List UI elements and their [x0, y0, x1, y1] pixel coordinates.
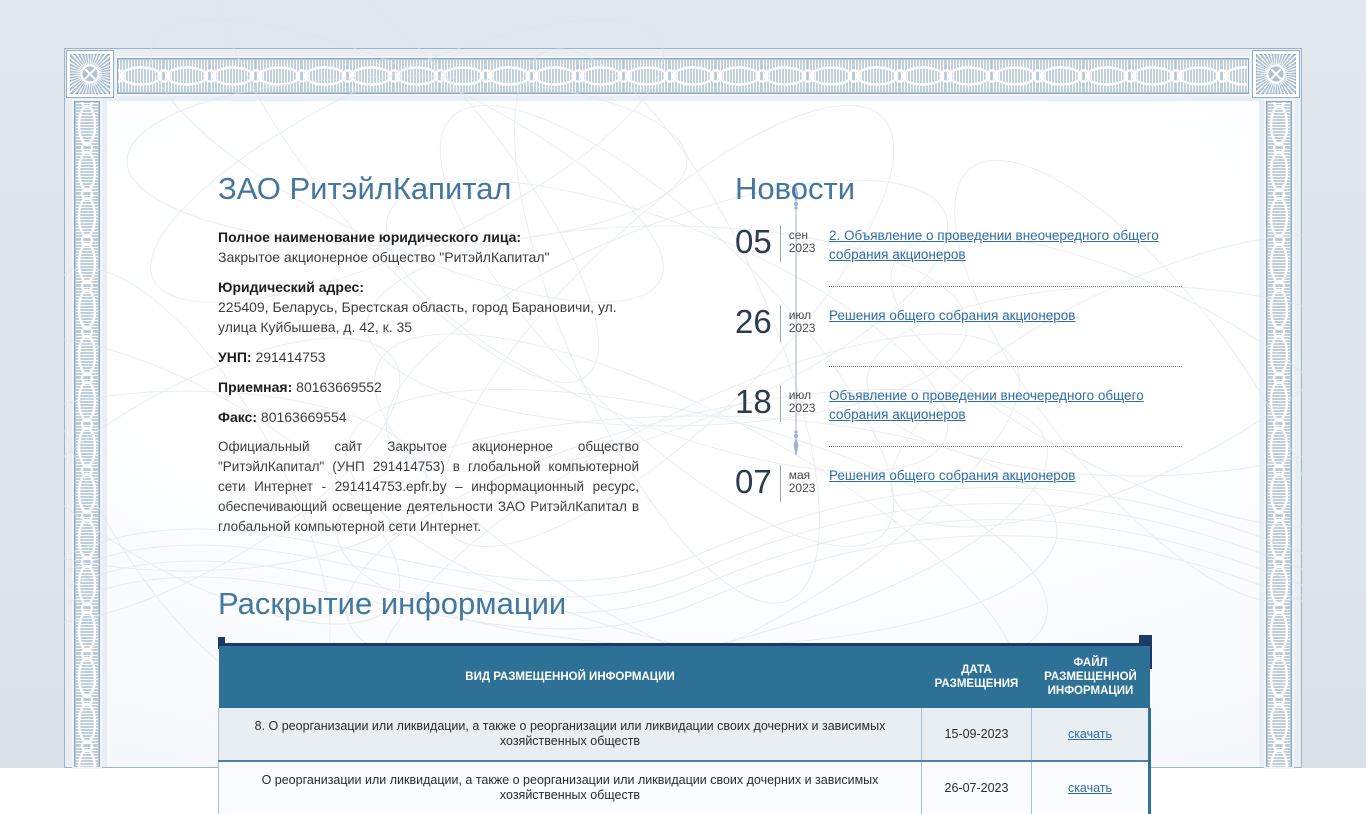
column-header-file: ФАЙЛ РАЗМЕЩЕННОЙ ИНФОРМАЦИИ: [1032, 645, 1150, 709]
guilloche-corner-icon: [67, 51, 113, 97]
company-field-reception: [218, 377, 639, 397]
field-label: УНП:: [218, 349, 252, 365]
column-header-date: ДАТА РАЗМЕЩЕНИЯ: [922, 645, 1032, 709]
news-link[interactable]: Решения общего собрания акционеров: [829, 308, 1076, 323]
page-title: ЗАО РитэйлКапитал: [218, 171, 512, 206]
top-columns: [218, 171, 1159, 586]
table-row: [219, 761, 1150, 814]
content-area: [107, 101, 1259, 814]
news-date: [735, 225, 829, 271]
news-separator: [829, 446, 1182, 447]
company-description: Официальный сайт Закрытое акционерное общество "РитэйлКапитал" (УНП 291414753) в глобальной компьютерной сети Интернет - 291414753.epfr.by – информационный ресурс, обеспечивающий освещение деятельности ЗАО РитэйлКапитал в глобальной компьютерной сети Интернет.: [218, 439, 639, 534]
disclosure-table: [218, 643, 1149, 814]
cell-info-type: 8. О реорганизации или ликвидации, а также о реорганизации или ликвидации своих дочерних и зависимых хозяйственных обществ: [219, 708, 922, 761]
news-separator: [829, 286, 1182, 287]
news-title: Новости: [735, 171, 856, 206]
download-link[interactable]: скачать: [1067, 780, 1113, 795]
guilloche-band-right: [1266, 101, 1292, 767]
guilloche-band-left: [74, 101, 100, 767]
news-item: [735, 385, 1182, 431]
news-year: 2023: [788, 481, 816, 495]
certificate-inner: [107, 101, 1259, 802]
news-year: 2023: [788, 401, 816, 415]
news-month: июл: [788, 308, 812, 322]
guilloche-corner-icon: [1253, 51, 1299, 97]
disclosure-section: [218, 586, 1147, 814]
company-field-fax: [218, 407, 639, 427]
news-date: [735, 305, 829, 351]
news-date-monthyear: [781, 385, 816, 431]
table-header-row: [219, 645, 1150, 709]
news-month: июл: [788, 388, 812, 402]
field-value: 291414753: [255, 349, 326, 365]
news-date-day: 26: [735, 305, 781, 342]
news-item: [735, 225, 1182, 271]
download-link[interactable]: скачать: [1067, 726, 1113, 741]
news-year: 2023: [788, 241, 816, 255]
news-date-monthyear: [781, 465, 816, 511]
cell-date: 26-07-2023: [922, 761, 1032, 814]
field-value: 80163669552: [296, 379, 382, 395]
news-date-monthyear: [781, 225, 816, 271]
company-field-address: [218, 277, 639, 337]
news-date: [735, 465, 829, 511]
guilloche-band-top: [117, 58, 1249, 94]
cell-info-type: О реорганизации или ликвидации, а также о реорганизации или ликвидации своих дочерних и зависимых хозяйственных обществ: [219, 761, 922, 814]
news-month: сен: [788, 228, 809, 242]
table-row: [219, 708, 1150, 761]
news-item: [735, 465, 1182, 511]
news-link[interactable]: 2. Объявление о проведении внеочередного общего собрания акционеров: [829, 228, 1159, 262]
field-value: Закрытое акционерное общество "РитэйлКапитал": [218, 249, 550, 265]
news-date-day: 07: [735, 465, 781, 502]
news-separator: [829, 366, 1182, 367]
field-label: Юридический адрес:: [218, 279, 364, 295]
news-month: мая: [788, 468, 811, 482]
field-value: 80163669554: [260, 409, 347, 425]
news-date-day: 18: [735, 385, 781, 422]
field-label: Факс:: [218, 409, 258, 425]
company-field-fullname: [218, 227, 639, 267]
news-section: [735, 171, 1182, 511]
company-field-unp: [218, 347, 639, 367]
news-date: [735, 385, 829, 431]
news-link[interactable]: Объявление о проведении внеочередного общего собрания акционеров: [829, 388, 1144, 422]
field-label: Приемная:: [218, 379, 293, 395]
news-link[interactable]: Решения общего собрания акционеров: [829, 468, 1076, 483]
certificate-frame: [64, 48, 1302, 802]
company-info-section: [218, 171, 639, 537]
disclosure-title: Раскрытие информации: [218, 586, 567, 621]
field-label: Полное наименование юридического лица:: [218, 229, 522, 245]
column-header-type: ВИД РАЗМЕЩЕННОЙ ИНФОРМАЦИИ: [219, 645, 922, 709]
news-item: [735, 305, 1182, 351]
news-date-monthyear: [781, 305, 816, 351]
news-date-day: 05: [735, 225, 781, 262]
cell-date: 15-09-2023: [922, 708, 1032, 761]
field-value: 225409, Беларусь, Брестская область, город Барановичи, ул. улица Куйбышева, д. 42, к. 35: [218, 299, 617, 335]
news-year: 2023: [788, 321, 816, 335]
